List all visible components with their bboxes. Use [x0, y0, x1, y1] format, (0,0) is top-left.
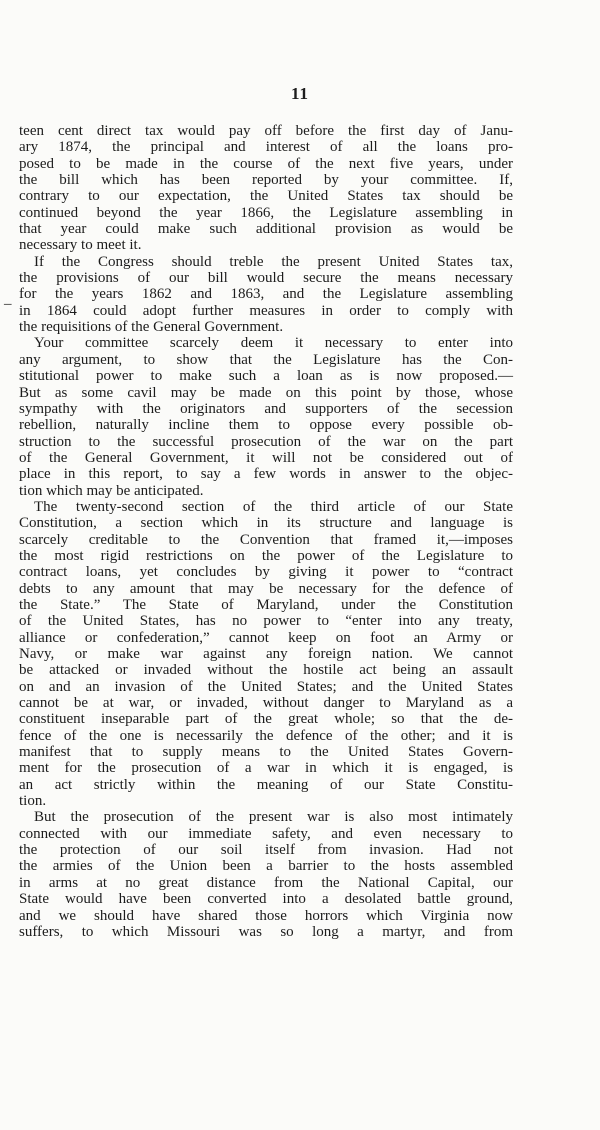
text-line: Your committee scarcely deem it necessary to enter into	[34, 335, 513, 352]
text-line: Navy, or make war against any foreign nation. We cannot	[19, 646, 513, 662]
text-line: ment for the prosecution of a war in which it is engaged, is	[19, 760, 513, 777]
body-text	[19, 123, 513, 940]
text-line: If the Congress should treble the present United States tax,	[34, 253, 513, 270]
text-line: in arms at no great distance from the National Capital, our	[19, 874, 513, 891]
text-line: tion.	[19, 793, 47, 810]
text-line: alliance or confederation,” cannot keep on foot an Army or	[19, 629, 513, 646]
text-line: the bill which has been reported by your committee. If,	[19, 172, 513, 189]
text-line: But as some cavil may be made on this point by those, whose	[19, 384, 513, 401]
text-line: necessary to meet it.	[19, 237, 142, 254]
text-line: connected with our immediate safety, and even necessary to	[19, 825, 513, 842]
text-line: any argument, to show that the Legislature has the Con-	[19, 351, 513, 368]
text-line: continued beyond the year 1866, the Legislature assembling in	[19, 204, 513, 221]
text-line: manifest that to supply means to the United States Govern-	[19, 744, 513, 761]
text-line: tion which may be anticipated.	[19, 482, 204, 499]
text-line: posed to be made in the course of the next five years, under	[19, 155, 513, 172]
text-line: the protection of our soil itself from invasion. Had not	[19, 842, 513, 859]
text-line: debts to any amount that may be necessary for the defence of	[19, 580, 513, 597]
text-line: the armies of the Union been a barrier to the hosts assembled	[19, 858, 513, 875]
text-line: State would have been converted into a desolated battle ground,	[19, 891, 513, 908]
text-line: Constitution, a section which in its structure and language is	[19, 515, 513, 532]
text-line: stitutional power to make such a loan as is now proposed.—	[19, 368, 513, 385]
text-line: the provisions of our bill would secure the means necessary	[19, 270, 513, 287]
text-line: the State.” The State of Maryland, under the Constitution	[19, 596, 513, 613]
text-line: scarcely creditable to the Convention that framed it,—imposes	[19, 531, 513, 548]
text-line: contrary to our expectation, the United States tax should be	[19, 188, 513, 205]
text-line: struction to the successful prosecution of the war on the part	[19, 433, 513, 450]
text-line: an act strictly within the meaning of our State Constitu-	[19, 776, 513, 793]
text-line: rebellion, naturally incline them to oppose every possible ob-	[19, 417, 513, 434]
text-line: of the General Government, it will not be considered out of	[19, 449, 513, 466]
text-line: contract loans, yet concludes by giving it power to “contract	[19, 564, 513, 581]
paragraph	[19, 499, 513, 810]
text-line: be attacked or invaded without the hostile act being an assault	[19, 662, 513, 679]
paragraph	[19, 254, 513, 336]
text-line: and we should have shared those horrors which Virginia now	[19, 907, 513, 924]
text-line: on and an invasion of the United States; and the United States	[19, 678, 513, 695]
margin-mark: –	[4, 296, 12, 312]
text-line: fence of the one is necessarily the defence of the other; and it is	[19, 727, 513, 744]
page-number: 11	[290, 84, 310, 103]
paragraph	[19, 335, 513, 498]
text-line: But the prosecution of the present war is also most intimately	[34, 809, 513, 826]
text-line: ary 1874, the principal and interest of all the loans pro-	[19, 139, 513, 156]
text-line: constituent inseparable part of the great whole; so that the de-	[19, 711, 513, 728]
text-line: in 1864 could adopt further measures in order to comply with	[19, 302, 513, 319]
text-line: teen cent direct tax would pay off before the first day of Janu-	[19, 123, 513, 139]
text-line: sympathy with the originators and supporters of the secession	[19, 400, 513, 417]
text-line: the requisitions of the General Government.	[19, 319, 284, 336]
text-line: for the years 1862 and 1863, and the Legislature assembling	[19, 286, 513, 303]
paragraph	[19, 123, 513, 254]
text-line: that year could make such additional provision as would be	[19, 221, 513, 238]
text-line: the most rigid restrictions on the power of the Legislature to	[19, 547, 513, 564]
paragraph	[19, 809, 513, 940]
text-line: of the United States, has no power to “enter into any treaty,	[19, 613, 513, 630]
text-line: cannot be at war, or invaded, without danger to Maryland as a	[19, 695, 513, 712]
text-line: The twenty-second section of the third article of our State	[34, 498, 513, 515]
text-line: place in this report, to say a few words in answer to the objec-	[19, 466, 513, 483]
text-line: suffers, to which Missouri was so long a martyr, and from	[19, 923, 513, 940]
